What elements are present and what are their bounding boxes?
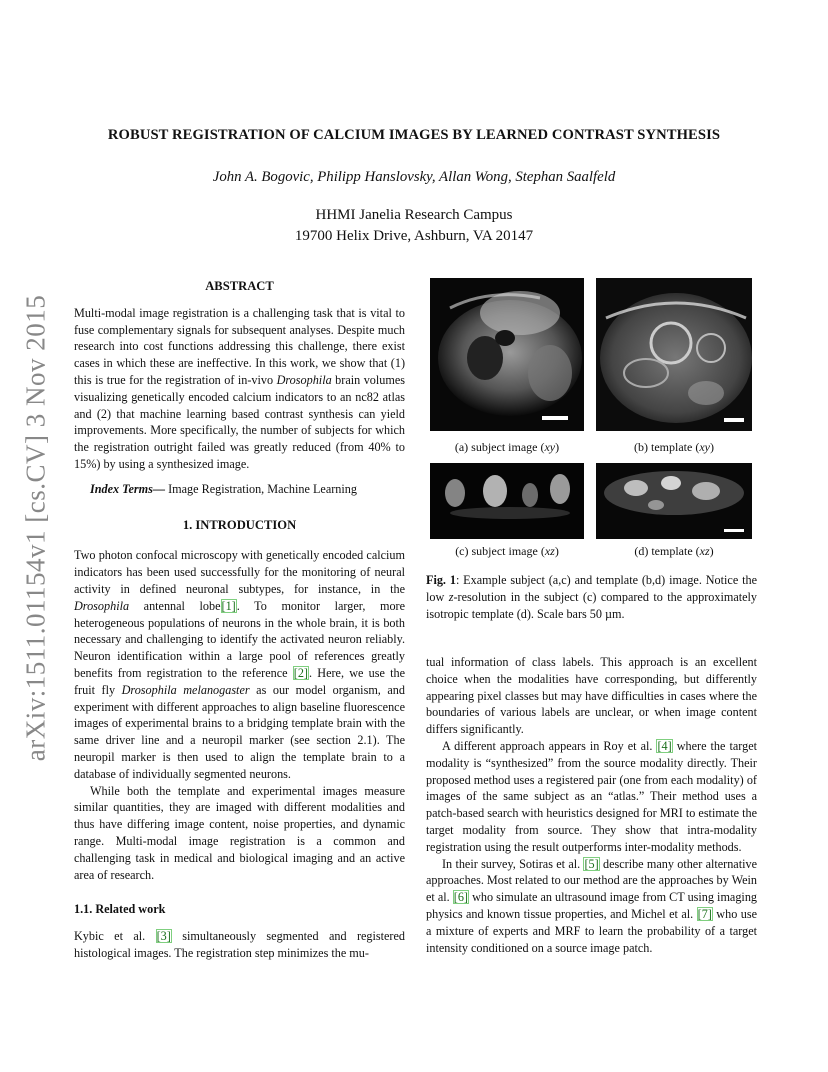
intro-paragraph-1: Two photon confocal microscopy with genetically encoded calcium indicators has been used successfully for the monitoring of neural activity in defined neuronal subtypes, for instance, in the Drosophila antennal lobe[1]. To monitor larger, more heterogeneous populations of neurons in the whole brain, it is both necessary and challenging to identify the activated neuron reliably. Neuron identification within a large pool of references greatly benefits from registration to the reference [2]. Here, we use the fruit fly Drosophila melanogaster as our model organism, and experiment with different approaches to align baseline fluorescence images of experimental brains to a bridging template brain with the same driver line and a neuropil marker (see section 2.1). The neuropil marker is then used to align the template brain to a database of individually segmented neurons. (74, 548, 406, 781)
abstract-heading: ABSTRACT (205, 279, 274, 293)
citation-link[interactable]: [7] (697, 906, 712, 921)
caption-b: (b) template (xy) (634, 440, 714, 454)
paper-title: ROBUST REGISTRATION OF CALCIUM IMAGES BY LEARNED CONTRAST SYNTHESIS (107, 127, 721, 143)
index-terms: Index Terms— Image Registration, Machine Learning (90, 481, 357, 496)
intro-paragraph-2: While both the template and experimental images measure similar quantities, they are imaged with different modalities and thus have differing image content, noise properties, and dynamic range. Multi-modal image registration is a common and challenging task in medical and biological imaging and an active area of research. (74, 783, 405, 882)
citation-link[interactable]: [3] (156, 929, 171, 944)
affiliation-line-2: 19700 Helix Drive, Ashburn, VA 20147 (294, 228, 534, 244)
citation-link[interactable]: [4] (657, 738, 672, 753)
related-work-paragraph: Kybic et al. [3] simultaneously segmented and registered histological images. The registration step minimizes the mu- (74, 929, 405, 960)
right-paragraph-2: A different approach appears in Roy et al. [4] where the target modality is “synthesized” from the source modality directly. Their proposed method uses a registered pair (one from each modality) of images of the same subject as an “atlas.” Their method uses a patch-based search with heuristics designed for MRI to estimate the target modality from source. They show that intra-modality registration using the result outperforms inter-modality methods. (426, 738, 757, 854)
related-work-heading: 1.1. Related work (74, 902, 166, 917)
citation-link[interactable]: [1] (221, 598, 236, 613)
citation-link[interactable]: [6] (453, 890, 468, 905)
arxiv-side-label: arXiv:1511.01154v1 [cs.CV] 3 Nov 2015 (20, 294, 51, 762)
affiliation-line-1: HHMI Janelia Research Campus (315, 207, 513, 223)
abstract-text: Multi-modal image registration is a challenging task that is vital to fuse complementary signals for subsequent analyses. Despite much research into cost functions addressing this challenge, there exist cases in which these are ineffective. In this work, we show that (1) this is true for the registration of in-vivo Drosophila brain volumes visualizing genetically encoded calcium indicators to an nc82 atlas and (2) that machine learning based contrast synthesis can yield improvements. More specifically, the number of subjects for which the registration outright failed was greatly reduced (from 40% to 15%) by using a synthesized image. (74, 305, 405, 471)
template-image-xz (596, 463, 752, 539)
subject-image-xy (430, 278, 584, 431)
subject-image-xz (430, 463, 584, 539)
template-image-xy (596, 278, 752, 431)
right-paragraph-1: tual information of class labels. This approach is an excellent choice when the modalities have corresponding, but differently appearing pixel classes but may have difficulties in cases where the boundaries of various labels are unclear, or when image content differs significantly. (426, 655, 757, 737)
left-column (74, 278, 405, 962)
citation-link[interactable]: [5] (584, 856, 599, 871)
authors: John A. Bogovic, Philipp Hanslovsky, Allan Wong, Stephan Saalfeld (212, 169, 616, 185)
right-paragraph-3: In their survey, Sotiras et al. [5] describe many other alternative approaches. Most related to our method are the approaches by Wein et al. [6] who simulate an ultrasound image from CT using imaging physics and known tissue properties, and Michel et al. [7] who use a mixture of experts and MRF to learn the probability of a target intensity conditioned on a source image patch. (426, 856, 758, 955)
figure-caption: Fig. 1: Example subject (a,c) and template (b,d) image. Notice the low z-resolution in the subject (c) compared to the approximately isotropic template (d). Scale bars 50 µm. (426, 573, 757, 621)
affiliation (0, 205, 828, 247)
intro-heading: 1. INTRODUCTION (182, 517, 297, 532)
caption-a: (a) subject image (xy) (454, 440, 560, 454)
caption-c: (c) subject image (xz) (455, 544, 559, 558)
caption-d: (d) template (xz) (634, 544, 714, 558)
right-column (426, 654, 757, 956)
citation-link[interactable]: [2] (293, 665, 308, 680)
